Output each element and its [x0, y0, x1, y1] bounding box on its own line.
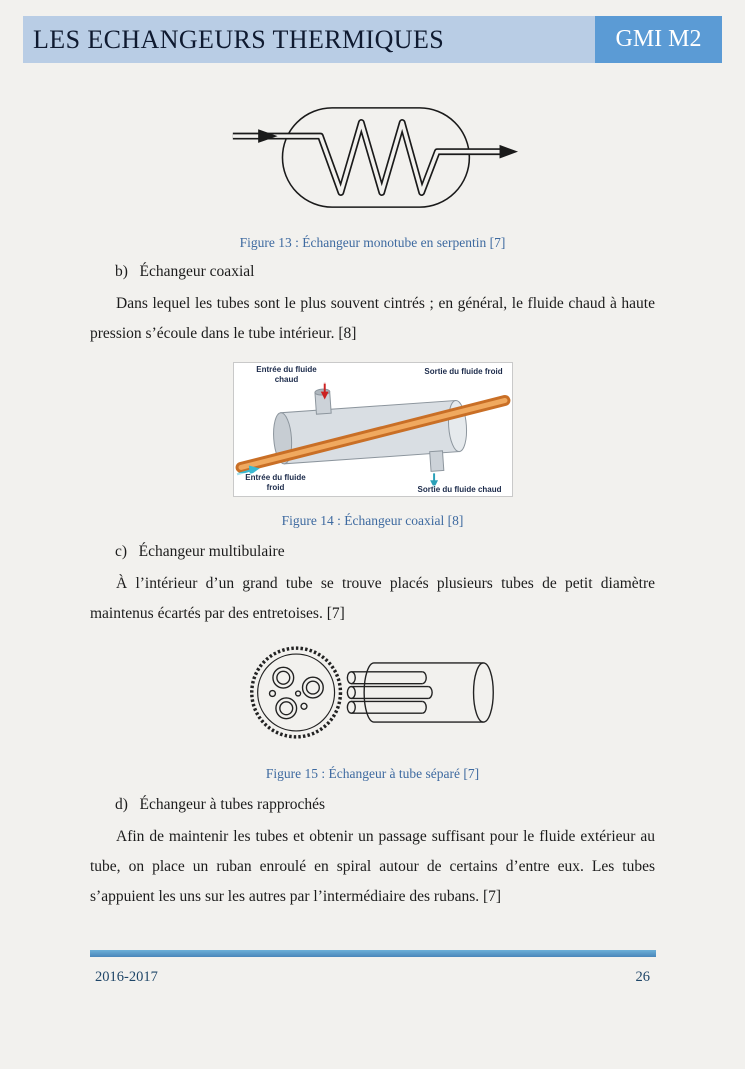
figure-15-caption: Figure 15 : Échangeur à tube séparé [7]: [265, 766, 480, 781]
list-item-d: d) Échangeur à tubes rapprochés: [115, 796, 326, 813]
footer-page-number: 26: [635, 969, 650, 985]
document-page: [0, 16, 745, 1069]
multitube-drawing: [235, 641, 511, 745]
list-item-b: b) Échangeur coaxial: [115, 263, 255, 280]
inlet-arrow-icon: [258, 129, 277, 143]
serpentine-drawing: [227, 95, 519, 220]
figure-15-multitube-exchanger: [235, 641, 511, 750]
tube-shell-side-view: [347, 663, 493, 722]
outlet-arrow-icon: [499, 145, 517, 159]
figure-13-caption: Figure 13 : Échangeur monotube en serpentin [7]: [239, 235, 506, 250]
header-badge: GMI M2: [595, 16, 722, 63]
tube-cross-section: [251, 648, 340, 737]
figure-13-serpentine-exchanger: [227, 95, 519, 225]
tube-outer: [232, 122, 501, 192]
footer-rule: [90, 950, 656, 957]
footer-year: 2016-2017: [95, 969, 158, 985]
capsule-outline: [282, 108, 469, 207]
figure-14-caption: Figure 14 : Échangeur coaxial [8]: [281, 513, 464, 528]
label-cold-fluid-inlet: Entrée du fluide froid: [236, 473, 316, 492]
paragraph-tubes-rapproches: Afin de maintenir les tubes et obtenir un passage suffisant pour le fluide extérieur au tube, on place un ruban enroulé en spiral autour de certains d’entre eux. Les tubes s’appuient les uns sur les autres par l’intermédiaire des rubans. [7]: [90, 828, 655, 905]
paragraph-multitube: À l’intérieur d’un grand tube se trouve placés plusieurs tubes de petit diamètre maintenus écartés par des entretoises. [7]: [90, 575, 655, 622]
figure-14-coaxial-exchanger: [233, 362, 513, 497]
label-cold-fluid-outlet: Sortie du fluide froid: [422, 367, 506, 377]
paragraph-coaxial: Dans lequel les tubes sont le plus souvent cintrés ; en général, le fluide chaud à haute pression s’écoule dans le tube intérieur. [8]: [90, 295, 655, 342]
label-hot-fluid-inlet: Entrée du fluide chaud: [246, 365, 328, 384]
page-title: LES ECHANGEURS THERMIQUES: [33, 24, 445, 54]
page-footer: [95, 969, 650, 986]
page-header: [23, 16, 722, 63]
list-item-c: c) Échangeur multibulaire: [115, 543, 285, 560]
label-hot-fluid-outlet: Sortie du fluide chaud: [417, 484, 502, 494]
